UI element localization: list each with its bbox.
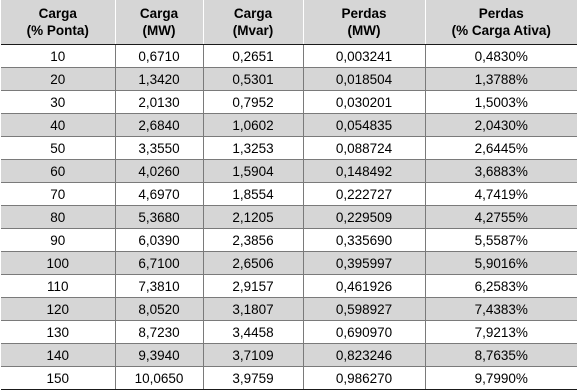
table-cell: 140 — [1, 344, 115, 367]
table-cell: 0,598927 — [303, 298, 425, 321]
table-cell: 8,7230 — [115, 321, 203, 344]
header-line: Carga — [233, 6, 273, 21]
table-row — [1, 68, 577, 91]
table-cell: 3,1807 — [203, 298, 303, 321]
table-cell: 5,5587% — [425, 229, 577, 252]
header-cell-losses-percent-active-load — [425, 0, 577, 45]
table-cell: 2,3856 — [203, 229, 303, 252]
table-cell: 0,030201 — [303, 91, 425, 114]
table-cell: 130 — [1, 321, 115, 344]
table-cell: 1,8554 — [203, 183, 303, 206]
table-cell: 0,2651 — [203, 45, 303, 68]
table-cell: 10,0650 — [115, 367, 203, 390]
table-cell: 4,2755% — [425, 206, 577, 229]
table-cell: 100 — [1, 252, 115, 275]
table-cell: 30 — [1, 91, 115, 114]
table-cell: 3,3550 — [115, 137, 203, 160]
table-row — [1, 91, 577, 114]
header-line: Perdas — [478, 6, 524, 21]
table-row — [1, 206, 577, 229]
table-cell: 0,986270 — [303, 367, 425, 390]
table-cell: 70 — [1, 183, 115, 206]
table-cell: 2,9157 — [203, 275, 303, 298]
table-cell: 0,823246 — [303, 344, 425, 367]
table-cell: 2,6506 — [203, 252, 303, 275]
table-cell: 6,2583% — [425, 275, 577, 298]
table-row — [1, 321, 577, 344]
header-cell-load-mw — [115, 0, 203, 45]
table-row — [1, 160, 577, 183]
table-cell: 0,6710 — [115, 45, 203, 68]
table-cell: 2,6445% — [425, 137, 577, 160]
table-cell: 2,0430% — [425, 114, 577, 137]
table-cell: 2,6840 — [115, 114, 203, 137]
table-cell: 2,0130 — [115, 91, 203, 114]
table-cell: 3,9759 — [203, 367, 303, 390]
table-cell: 110 — [1, 275, 115, 298]
table-cell: 7,9213% — [425, 321, 577, 344]
table-row — [1, 275, 577, 298]
header-line: (MW) — [142, 23, 176, 38]
table-cell: 40 — [1, 114, 115, 137]
table-cell: 90 — [1, 229, 115, 252]
table-cell: 8,7635% — [425, 344, 577, 367]
table-cell: 6,0390 — [115, 229, 203, 252]
table-row — [1, 114, 577, 137]
header-line: Perdas — [341, 6, 387, 21]
header-line: (MW) — [347, 23, 381, 38]
table-row — [1, 367, 577, 390]
table-cell: 3,7109 — [203, 344, 303, 367]
table-header — [1, 0, 577, 45]
table-cell: 0,088724 — [303, 137, 425, 160]
table-cell: 4,0260 — [115, 160, 203, 183]
table-cell: 120 — [1, 298, 115, 321]
table-cell: 9,3940 — [115, 344, 203, 367]
table-cell: 8,0520 — [115, 298, 203, 321]
table-row — [1, 45, 577, 68]
header-cell-load-percent-peak — [1, 0, 115, 45]
table-cell: 0,335690 — [303, 229, 425, 252]
header-cell-load-mvar — [203, 0, 303, 45]
table-cell: 0,5301 — [203, 68, 303, 91]
header-cell-losses-mw — [303, 0, 425, 45]
table-cell: 1,3253 — [203, 137, 303, 160]
table-cell: 10 — [1, 45, 115, 68]
table-row — [1, 229, 577, 252]
table-cell: 0,4830% — [425, 45, 577, 68]
table-row — [1, 183, 577, 206]
table-cell: 50 — [1, 137, 115, 160]
table-cell: 0,395997 — [303, 252, 425, 275]
table-cell: 0,148492 — [303, 160, 425, 183]
table-cell: 0,690970 — [303, 321, 425, 344]
table-cell: 150 — [1, 367, 115, 390]
table-cell: 3,4458 — [203, 321, 303, 344]
table-row — [1, 252, 577, 275]
table-cell: 3,6883% — [425, 160, 577, 183]
table-cell: 0,7952 — [203, 91, 303, 114]
table-cell: 0,461926 — [303, 275, 425, 298]
table-cell: 60 — [1, 160, 115, 183]
header-line: (Mvar) — [232, 23, 274, 38]
table-cell: 2,1205 — [203, 206, 303, 229]
table-cell: 0,003241 — [303, 45, 425, 68]
table-cell: 5,9016% — [425, 252, 577, 275]
table-cell: 1,5904 — [203, 160, 303, 183]
table-cell: 7,4383% — [425, 298, 577, 321]
table-cell: 5,3680 — [115, 206, 203, 229]
table-cell: 1,5003% — [425, 91, 577, 114]
table-row — [1, 298, 577, 321]
table-cell: 0,222727 — [303, 183, 425, 206]
table-cell: 0,229509 — [303, 206, 425, 229]
table-row — [1, 137, 577, 160]
table-cell: 6,7100 — [115, 252, 203, 275]
table-cell: 4,7419% — [425, 183, 577, 206]
table-cell: 4,6970 — [115, 183, 203, 206]
table-cell: 9,7990% — [425, 367, 577, 390]
table-cell: 1,3788% — [425, 68, 577, 91]
header-line: (% Ponta) — [26, 23, 89, 38]
table-body — [1, 45, 577, 390]
losses-table — [1, 0, 577, 390]
table-cell: 1,3420 — [115, 68, 203, 91]
table-cell: 7,3810 — [115, 275, 203, 298]
table-row — [1, 344, 577, 367]
header-line: Carga — [38, 6, 77, 21]
table-cell: 0,054835 — [303, 114, 425, 137]
table-cell: 0,018504 — [303, 68, 425, 91]
header-line: (% Carga Ativa) — [451, 23, 551, 38]
table-cell: 1,0602 — [203, 114, 303, 137]
table-cell: 20 — [1, 68, 115, 91]
header-line: Carga — [139, 6, 179, 21]
table-cell: 80 — [1, 206, 115, 229]
header-row — [1, 0, 577, 45]
